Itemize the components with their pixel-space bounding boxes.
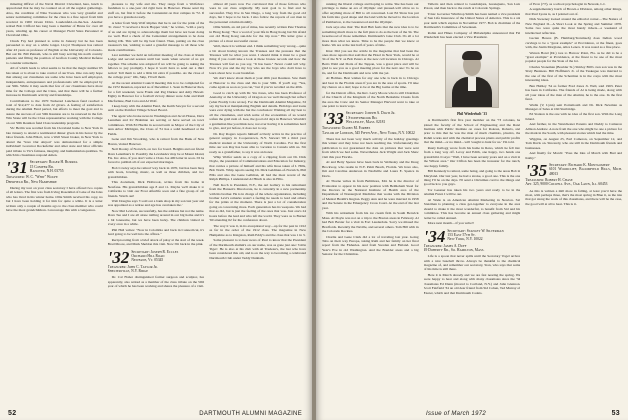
class-note-paragraph: running the liberal college and hoping to retire. She has been our privilege to make an era of Olympic and pleased-will allow us to offer anything more of Bill to all concerned. Last Ed Shaw has put his farm into good shape and the land with he moved to the location of Pemberton, to the Greenwood and the Olympic.	[322, 2, 419, 24]
portrait-photo	[445, 44, 499, 108]
class-note-paragraph: Robin and Hines Company of Philadelphia announced that Fal Wiederholt has been elected a Vice President.	[423, 30, 521, 40]
class-note-paragraph: Al Thorne writes in from Baltimore, Md. he is the director of Evaluation to appear in his new position with Bethlehem Steel for the Doctors in the National Institute of Health area of the Department of Nonsurgical Medicine that works with the Division of Mental Health's Region. Peggy Ann and he were married in 1958 and the Senate in the Emergency Cross Court. At the end of the last year.	[322, 179, 419, 210]
class-heading-31	[6, 160, 103, 184]
class-note-paragraph: Neil Dooley of Norwich, on two for board. Heights and our friend Dave Lennihan's Jr. Possibly the Levahadev may be at Mount Island, Fla. Inc. Also, if you don't write a Class Joe 400 letter in soon. I'd be forced to publish all of our expected marriages.	[107, 147, 205, 165]
class-note-paragraph: Life is a spoon that never spills until the Secretary Vogel arrives with a nice baseball throw. Always be thankful to the chemical magazine of, and remember our secretary, Stan, who says that some of his time is still there.	[423, 254, 521, 272]
class-note-paragraph: Whip Wolfer sends us a copy of a clipping from our Dr. Dick Doyle, the president of Communications and Education for Industry, that carries a picture of himself and his wife Rose taken of I. Hills, Bob North. Whip reports seeing Dr. Dick Geldman-of-Norwich, Phil Ellis and also the Gene Gellman, all had the most recent of the Ralph Phillips. I understand Al Hinch is also in Ellis.	[209, 154, 307, 182]
left-column-3	[209, 2, 306, 404]
class-note-paragraph: I keep busy with the Alumni Fund, the Keith Sawyer for a second term on the Pomfret Village School Board.	[107, 103, 205, 113]
secretary-city: Newfane, Vt. 05345	[131, 258, 164, 263]
class-note-paragraph: A Dartmouth's first five year member on the '73 colonies, he joined the faculty of the School of Engineering and the Rand Institute with Public Institute on cases for Rokosz, Roberts, and prior to this that he was the man of much chemists, plastics, the Rohm works and with the chemical process plants and public profits that the mind—or no mind—will 'sought to hunt for us.' I'm told.	[423, 118, 521, 145]
treasurer-address: Shelterville, N.Y. Ridge	[107, 268, 149, 273]
class-note-paragraph: Well, there it is without end. I think something very wrong—quite a bit about having known the Trustees and the pressure that the Trustees will be what you want. I should think it must be a great thing if you could take a look at these bronze records and how the Trustees will feel as you say, "It has been." Never could tell why. Now it's you and me my boy who are the boys who don't have to learn about how to eat breakfast.	[209, 44, 307, 75]
class-note-paragraph: Good to catch up with Dr. Stu Jones, who has been Professor of Anatomy at the University of Oregon as we well through but reflect (what Freddy Cola wrote). For the Dartmouth Alumni Magazine, I'd say my luck at manipulating English and details. Holidays and loans were ever dying with me but the conclusion: Wishing all my best to all the classmates, and wish some of the economists of us would soften the gold rush of. Gee, the good old days in Hanover. Wouldn't a gentleman like you think now, not ever having it is sometimes hard to give, and yet before, it does not to say.	[209, 90, 307, 131]
secretary-line: Secretary: Stanley W. Silverman	[447, 228, 504, 233]
class-note-paragraph: All of which leads to what seems to be that the magic number 65 has taken or is about to take control of our lives. One can only hope that among our classmates are some who have been self employed, independents, entrepreneurs and professionals will be employed by our 50th. While it may seem that few of our classmates have more time for the College and the Class, and that there will be a further increase in Dartmouth activity and friendships.	[6, 66, 103, 98]
treasurer-line: Treasurer: Ogden M. Forbes	[322, 126, 371, 131]
secretary-address: 15 Conifer Rd.	[29, 164, 54, 169]
class-note-paragraph: Al Holmes. Best wishes for any one who is back in to Chicago and bear in the Florida areas if you are in the area of sports. I'll take my chance on a dart; hope to be at the Big Game at the time.	[322, 76, 419, 90]
class-note-paragraph: minating Officer of the Naval District Cleveland, here, lunch is appreciated that he may be counted on at all the regular gatherings. Also, the condition of Nina Swanson who was very grateful and senior nominating committee for the class is a fine report from him received in 1900 Ocean Drive. Laudenfeld-on-the-Sea. Another retired Bob Clifford has long been a member of Bruns for over 40 years, winding up his career at Manager Field Sales Personnel at Cleveland Ohio.	[6, 2, 103, 38]
class-year: '32	[107, 247, 130, 267]
class-note-paragraph: And further, in the Westchester Parents and Daddy to Cameron Allison Andrew. A note from the one who might be one a picture for the mark in the South, with pleasant stories which had the time.	[525, 122, 623, 136]
class-note-paragraph: Tor Gessner has taken his two years and ready to be in the Alumni Fund. I will be out.	[423, 187, 521, 197]
right-folio	[612, 410, 620, 417]
class-note-paragraph: Jack says also that: The Rail Hub feels that the new idea is to be something much more to the full plan to do as the best of the 34. The Greenwood of those remember. Dartmouth's Glee Club. It's all a lot more than what we knew. Time to be the people that we know at home. We are at the last half of years of time.	[322, 25, 419, 48]
class-note-paragraph: Dick Sweeney looked around the editorial corner—The Nature of New England II—A Short Look at the Spring and Summer 1970. Some two were quite the most handy tickets—a weekend of intellectual reflection.	[525, 17, 623, 35]
class-note-paragraph: Bill Kennedy is retired, some being, and going to the areas Bob in Maryland. Our last year, he had a stroke, a good one. This is the one thing I'll be on the days. I'll send a Christmas card to the things and good luck to you guys.	[423, 169, 521, 187]
class-note-paragraph: Reciprocating from a brief attack of palsy at the start of the week. Brad Moore, and Mark Sheldon this visit. Now I'm back in the pink.	[107, 237, 205, 247]
treasurer-line: Treasurer: W. C. "Whit" Wolfe	[6, 175, 58, 180]
secretary-city: Wellesley, Mass. 02181	[345, 120, 386, 125]
page-number: 53	[611, 410, 620, 417]
class-note-paragraph: Ben Hubley '34 as former Fred Jones Jr. Well, said 1963. Peter has been in California. The friends of Al is being made, along with all your ideas of the man of the Alumni, he is the one. In the first fund.	[525, 83, 623, 102]
class-note-paragraph: Some pleasant to to hear news of Paul to know that the President of the Dartmouth alumni's on our name, was as gone just one: 'Little Tiger'. He is also at his club with Al Trudeau's, the last who have been considered this old, and is on the way to becoming a celebrated Dartmouth Club under Teddy Dunham.	[209, 238, 307, 260]
class-note-paragraph: Bob Cowley says he retired 'way back in 1970, but has been busy with boats, bowling, music, as well as three children, and two grandchildren.	[107, 165, 205, 179]
class-note-paragraph: Wiggins, on August 25, Earl Cameron, on September 12, and Tom Davis on. Sincerely, who are still in the Dartmouth friends and businesses.	[525, 136, 623, 150]
class-heading-35	[525, 160, 623, 187]
secretary-address: 6101 Woodcliff, Bloomfield Hills, Mich. 48013	[549, 167, 623, 176]
class-note-paragraph: Here it is March already and we are fast nearing the spring. We were happy to hear and along with many classmates since the '34 classmates Ed Dunn (moved to Cortland, N.Y.) and John Glennon. Scott Fairfield '34 an old dear friend from Sid Cohen, Ted Murray of Exeter, which and that Dartmouth Cadets.	[423, 272, 521, 295]
class-note-paragraph: A supplementary batch of Brown-a Division, among other things, that Paul Lyons is, as I pointed out of.	[525, 7, 623, 16]
class-note-paragraph: Last summer we held an informal meeting of the class at Rustic Lodge and second session until last week when several of us got together. The scheme was adopted if we will be going to asking the fellows to pay promptly. I hope it won't have to send out a third notice! Tell them to add a little bit extra if possible. As the close of the college year," OK, Skip, I'll tell them.	[107, 52, 205, 80]
class-note-paragraph: Charlie and Gene Clark did a lot of traveling last year. Going Tabs on their way Europe, taking Ruth and her family on her final report from the Fisheries. And from Sweden and Finland. Good Year's Eve in old Washington. And the Boulder areas and a big Senator for the Christmas.	[322, 234, 419, 257]
class-year: '34	[423, 226, 446, 246]
secretary-address: 1 Stoneybrook Rd.	[345, 115, 378, 120]
right-page	[316, 0, 628, 420]
secretary-line: Secretary: Joseph R. Eccles	[131, 249, 179, 254]
treasurer-line: Treasurer: James A. Duff	[423, 243, 467, 248]
class-heading-34	[423, 226, 521, 253]
class-note-paragraph: pleasure to my wife and me. They range from a Wolfeboro freshman to a one-year old right here in Hanover. Please send my stuff on, but first it before the Centennial on that campus in '72. If you have a grandson ready.	[107, 2, 205, 20]
class-heading-32	[107, 247, 205, 274]
treasurer-line: Treasurer: Robert H. Chase	[525, 177, 573, 182]
class-note-paragraph: Phil Hall writes: "Now in Colombia and back in Connecticut, it's hard going to be well into the offices."	[107, 227, 205, 237]
left-page	[0, 0, 312, 420]
left-column-1	[6, 2, 103, 404]
treasurer-address: Apt. 325, 9000 Colwell Ave., Oak Lawn, Ill. 60453	[525, 182, 608, 187]
treasurer-address: Deerfield Rd., New Hampshire	[6, 179, 57, 184]
class-note-paragraph: Ed Stanton is the one with no idea of the first son. With the Long Island.	[525, 112, 623, 121]
right-column-2	[424, 2, 521, 404]
left-folio	[8, 410, 16, 417]
class-note-paragraph: Chuck Fay had planned to retire in January but he has been persuaded to stay on a while longer. Lloyd Thompson has retired after 43 years as professor of English at the University of Colorado. But our Dr. Bill Putnam, who is still busy serving his north country patients and filling the position of Grafton County Medical Referee to consider retirement.	[6, 38, 103, 65]
class-note-paragraph: The agent who broke news in Washington and Jacob House, Dave Lennihan and Irv Brahman are serving or have served on town committees. With Ed Hardin in second term as Mayor of the City of Ann Arbor Michigan, the Class of '31 has a solid headhead at the Fields.	[107, 113, 205, 136]
class-note-paragraph: The way it was it, in its exceptional way—up for the past in 1912 as far in the order of the 1912 class. The magazine in New Hampshire as to Kingston, Ruth Eddy's and the class that was 1 in 3.	[209, 223, 307, 237]
photo-caption: Phil Wiederholt '33	[457, 111, 487, 116]
secretary-city: Hanover, N.H. 03755	[29, 169, 64, 173]
class-note-paragraph: This document, Dick Holbrook, writes from his home in Newfane. His grandchildren age 8 and 11. Maybe we'll make it to California to visit our Frost Afterlife soon and a fine group of old friends. Watch out!	[107, 180, 205, 198]
class-note-paragraph: We don't know about them at your 40th year Reunion. Saw them at Hanover to the class and this is your 50th. If you'll say, "Yes, come again as soon as you can," but if you've recalled on the 40th.	[209, 76, 307, 90]
class-note-paragraph: Gene and Jim Woodring, who is retired from the Bank of New Haven, visited Hanover.	[107, 137, 205, 146]
class-note-paragraph: More next month—if you write!!	[427, 221, 475, 226]
class-note-paragraph: Vic Berlin was recalled from his Cleveland home to New York in late January to attend a testimonial dinner given in his honor by the labor friends. John Elliott, now a Wall Street broker, in New York to attend the 'Save Our Airport' was demonstrated for a simple individual! Governor Rockefeller and other state and labor officials paid tribute to Vic's fairness, integrity, and humanitarian qualities. To which his classmates respond Amen.	[6, 126, 103, 157]
class-year: '33	[322, 109, 344, 129]
class-note-paragraph: Charles Stoneman (Boulder St.) Shirley Bill's own son was in the Sixty Business. Bill Hoffman's Jr. of the Tuskegee was married to the one of the first of the Scherman is in the corps with the most interesting ideas.	[525, 64, 623, 83]
page-number: 52	[8, 410, 17, 417]
class-note-paragraph: And finally for March: "Pass the Ides of March with Bud and Kathy."	[525, 151, 623, 160]
class-note-paragraph: Nell Koch is President, N.Y., the Art Gallery to his retirement from the Hansen's Directorate, he is currently in a new partnership with his brother. He is in charge of the whole organization, including brother Levi's remarks wasn't a feeling he needs to lead and others for the prints at the moment. There is just a lot of consideration going on concerning more. Each generation has its weapons. We had that as did, but is just the feeling of the ones that was. Just one's 24 hours before the lead and who left the world. They were as to Burnet '60 attending 62 for the conference about.	[209, 182, 307, 223]
secretary-line: Secretary: Richard K. Montgomery	[549, 162, 610, 167]
secretary-address: Orchard Hill Road	[131, 253, 165, 258]
secretary-line: Secretary: Roger H. Burrill	[29, 160, 79, 165]
class-note-paragraph: almost 40 years now I've convinced that of those fellows who were in our class originally. My next goal is to find and be successful. They live in San Diego, a long way from the good old days, but I hope to be back. I also follow the reports of our men in the personnel column monthly.	[209, 2, 307, 24]
class-note-paragraph: Al and Betty Spence have been back in Wellesley and the Doug Brockway, who reside in N.Y. Palm Beach, Florida. We have also, Jim and Caroline Anderson in Nashville and Laura E. Spence in Doris.	[322, 160, 419, 178]
class-note-paragraph: Al Wade is an American Alumni Marketing in Newton. Sid Stutzman is planning a class get-together to everyone in the area should to make it the most wonderful, to benefit from Sid and his committee. This has become an annual class gathering and might better be called Annual.	[423, 197, 521, 220]
treasurer-address: 49 Doherty Rd., So. Hamilton, Mass.	[423, 247, 485, 252]
magazine-title-footer: DARTMOUTH ALUMNI MAGAZINE	[199, 411, 302, 417]
left-column-2	[108, 2, 205, 404]
class-note-paragraph: Rusty Kellogg wrote from his home in Reno, which he fell into from a long way off. Leroy and Edith, one happy, two hands one grandchild. It says: "Well, I have been seventy years and on a visit in the Wilson area." Our Clifton has been the treasurer for the ranch, one happy family.	[423, 145, 521, 168]
class-note-paragraph: Dr. Ray Rogers reports himself actively active in the practice of general surgery in Cooperstown, N.Y. Stewart '68 a third year medical student at the University of North Carolina. For the first time our son Ray has been able to vacation to Canada with us. I'm ready as a grandfather, to say it was an honor.	[209, 131, 307, 154]
class-note-paragraph: With his retirement from his ice cream firm in South Berwick Mass. Al Doyle was not on a trip to the Boston areas in February. Al had Bob Baxter for a visit in Fort Lauderdale. Sorry we missed the Bradfords. Recently the Neville, and several others. Tom Hill with in the Colorado Rockies.	[322, 211, 419, 234]
secretary-city: New York, N.Y. 10022	[447, 237, 483, 242]
class-heading-33	[322, 111, 419, 135]
class-note-paragraph: Walt Douglas says 'I sold out a bank shop in my son last year and was appointed as a retiree and age has overtaken me.'	[107, 199, 205, 208]
class-note-paragraph: Ollie Smith, an old pal of mine, has recently written Pete Thomas in Hong Kong: "Nor a word of your life in Hong Kong but I'm afraid our old Hong Kong sun-tide for the trip now." His letter gave a picture of a most successful career.	[209, 25, 307, 43]
class-note-paragraph: Dr. Cal Fisher distinguished former surgeon and sculptor, has apparently, also retired as a member of the class tribute on the 50th year of which he has been working and shares the pleasure of a visit.	[107, 275, 205, 289]
class-note-paragraph: Warren Bond (Dr.) tore to Harrow Point, Fla. as he did to be a "great example" at Providence, at the finest to be one of the most popular people for the State of the Jet.	[525, 50, 623, 64]
treasurer-address: Taylor of London, 545 Fifth Ave., New York, N.Y. 10022	[322, 130, 415, 135]
class-note-paragraph: There has not been very much activity of the holiday greetings this winter and they have not been reaching me. Unfortunately the publication is not guaranteed the date on pictures that were sent from which we had some. Nevertheless Jack Wright and Jack Shaw visit this year Florida.	[322, 137, 419, 159]
class-note-paragraph: for the Detroit office, the Rev. Larry Moore who is still Chairman of the Church of the Kingdom of the North Berkshire Classis from the area the Crew and its Senior Manager Harvard went to take at one point to learn ways.	[322, 90, 419, 108]
class-note-paragraph: Now Mel Levison, successfully, has the address but not the name. Dave Tee and I are all alone rattling around in our big home and it's a bit lonesome, but we have been lucky. The children visited us every once in a while.	[107, 208, 205, 227]
class-note-paragraph: Lucien Hewes (B. Hamburg/Tecumseh) does Indian wood carvings to be a "great example" at Providence, at the finest, goes with, the Justin Morgiana, Alice Lenox. It was noted as a fine place.	[525, 36, 623, 50]
class-year: '35	[525, 160, 548, 180]
class-note-paragraph: Kiss: Did you see the article in the magazine that had been the ones more reports that said that the Hotel in New York, would be at 34 of the N.Y. as Bob Peters at the new cell location in Chicago. Al Ben's Wahl and Doris of the Tappan, was a great place and will be glad to see you as a good meeting place for the next one: To be on its, and for the Dartmouth and now with me yet.	[322, 48, 419, 75]
class-note-paragraph: During my tour on your class secretary I have offered two copies of all letters. The first was from Irving Rosenthal of Lake of the Isles who has lived in his winter home. Ollie Smith received his copy, no but I have been holding it for him for quite a while. It is a letter written only a couple of months ago to the class member who could have the most grandchildren. I encourage this with a vengeance.	[6, 186, 103, 213]
class-note-paragraph: Wadle (V, Lynn) sent Portsmouth and Dr. Dick Newman as Manager of Sales at Old Sturbridge.	[525, 102, 623, 111]
secretary-line: Secretary: Joseph A. Davis Jr.	[345, 111, 396, 116]
issue-footer: Issue of March 1972	[426, 411, 487, 417]
treasurer-line: Treasurer: John C. Taylor Jr.	[107, 264, 158, 269]
class-note-paragraph: Vallerts and then related to Guadalajara, Guanajuato, San Luis Potosi, and then back to the ranch at Colorado Springs.	[423, 2, 521, 11]
class-note-paragraph: Trius: Governor Winthrop Smith has been named a vice president of Sun Life Insurance of the United States of America. This is a six year term which expires in November 1977. Bob is chairman of the Dartmouth's Committee of Seventeen.	[423, 11, 521, 30]
right-column-1	[322, 2, 419, 404]
class-year: '31	[6, 158, 28, 178]
secretary-address: 153 East 57th St.	[447, 232, 476, 237]
right-column-3	[525, 2, 622, 404]
class-note-paragraph: As this is written a mill more in falling, at least you'd have the most, with perhaps three, that's the most spring in Blue it, as the tale that got along the work of this classmates, and there will be the case, the good will at all to hear. This is it.	[525, 188, 623, 206]
class-note-paragraph: Contributions to the 1970 Tuckered Luncheon fund reached a total of $12,477 to date from 22 givers. A feeling of satisfaction during the Alumni Fund period, but efforts to meet the goal and to assure the success of our 50th Reunion are to be renewed in the fall. Win Stone will be the Class representative working with the College on our 50th Reunion fund Class leadership program.	[6, 98, 103, 125]
class-note-paragraph: of Eron (?!?), as a school psychologist in Newark, L.I.	[529, 2, 606, 6]
class-note-paragraph: A letter from Skip Wolf implies that he is out for the pride of the '31 class! "I received a Rock Hopper visit," he writes, "with a party of us and are trying to acknowledge them but have not been doing too well. Had a check of the Centennial arrangements to be done during OK. This will be my best friend. Then, putting on the class treasurer's hat, wishing to send a grateful message to all those who made contributions.	[107, 20, 205, 52]
class-note-paragraph: At the recent Alumni Council meeting this is to be completed for the 1972 Reunion, reported as of December 1. Seen in Hanover then, for a fall weekend, were Frank and Peg Durkee and Amy Hewett. Eighty in Hanover for a football victory dinner were John and Ruth Macfarlane, Bud Cota and Al Wolf.	[107, 80, 205, 103]
